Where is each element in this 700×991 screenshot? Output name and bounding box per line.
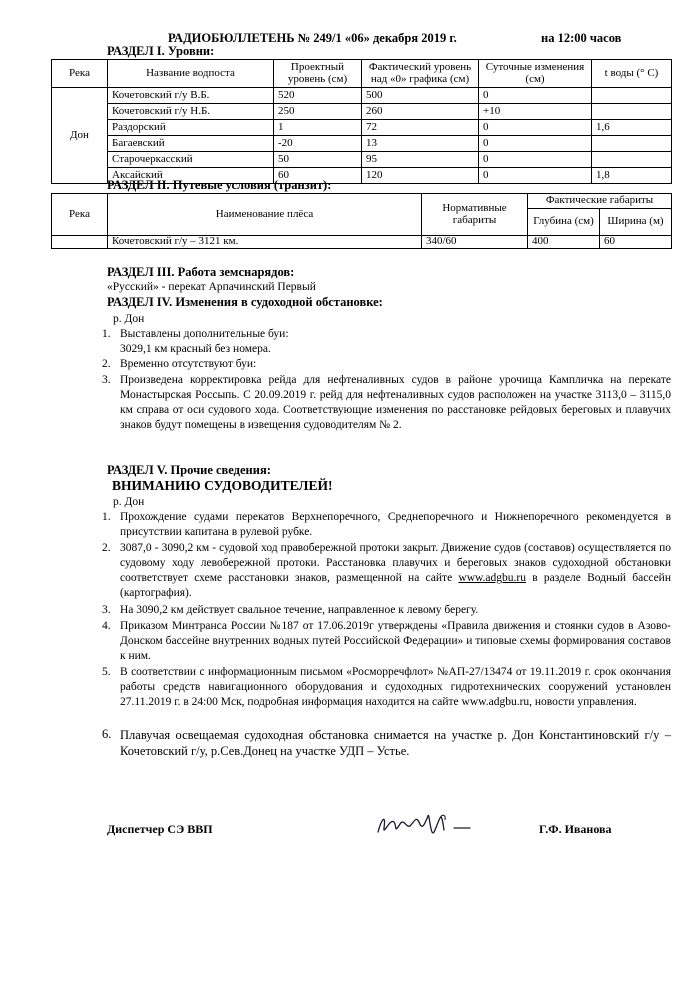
adgbu-link[interactable]: www.adgbu.ru <box>458 572 526 584</box>
table-row <box>52 120 672 136</box>
col-river: Река <box>52 60 108 88</box>
col-station: Название водпоста <box>108 60 274 88</box>
col-depth: Глубина (см) <box>528 209 600 236</box>
project-level: -20 <box>274 136 362 152</box>
river-don-label: р. Дон <box>113 313 145 325</box>
list-item-number: 3. <box>102 604 111 616</box>
project-level: 1 <box>274 120 362 136</box>
section-2-title: РАЗДЕЛ II. Путевые условия (транзит): <box>107 178 332 192</box>
actual-level: 95 <box>362 152 479 168</box>
list-item: В соответствии с информационным письмом «Росморречфлот» №АП-27/13474 от 19.11.2019 г. срок окончания работы средств навигационного оборудования и судоходных гидротехнических сооружений установлен 27.11.2019 г. в 24:00 Мск, подробная информация находится на сайте www.adgbu.ru, новости управления. <box>120 666 671 708</box>
water-temp <box>592 152 672 168</box>
list-item-number: 3. <box>102 374 111 386</box>
col-actual-dims: Фактические габариты <box>528 194 672 209</box>
table-row <box>52 88 672 104</box>
transit-header-row <box>52 194 672 209</box>
table-row <box>52 236 672 249</box>
item2-text-end: в разделе Водный бассейн (картография). <box>120 572 671 599</box>
table-row <box>52 136 672 152</box>
list-item: Временно отсутствуют буи: <box>120 358 257 370</box>
col-water-temp: t воды (° С) <box>592 60 672 88</box>
signature-icon <box>372 808 482 844</box>
table-row <box>52 152 672 168</box>
list-item-number: 4. <box>102 620 111 632</box>
actual-level: 72 <box>362 120 479 136</box>
col-normative: Нормативные габариты <box>422 194 528 236</box>
station-name: Раздорский <box>108 120 274 136</box>
project-level: 520 <box>274 88 362 104</box>
list-item: Приказом Минтранса России №187 от 17.06.2019г утверждены «Правила движения и стоянки судов в Азово-Донском бассейне внутренних водных путей Российской Федерации» и типовые схемы формирования составов к ним. <box>120 620 671 662</box>
station-name: Кочетовский г/у В.Б. <box>108 88 274 104</box>
actual-level: 13 <box>362 136 479 152</box>
section-5-title: РАЗДЕЛ V. Прочие сведения: <box>107 463 271 477</box>
daily-change: +10 <box>479 104 592 120</box>
col-project-level: Проектный уровень (см) <box>274 60 362 88</box>
col-daily-change: Суточные изменения (см) <box>479 60 592 88</box>
table-row <box>52 104 672 120</box>
dispatcher-position: Диспетчер СЭ ВВП <box>107 822 213 836</box>
attention-heading: ВНИМАНИЮ СУДОВОДИТЕЛЕЙ! <box>112 478 333 493</box>
river-name: Дон <box>52 88 108 184</box>
project-level: 60 <box>274 168 362 184</box>
actual-level: 260 <box>362 104 479 120</box>
water-temp <box>592 88 672 104</box>
project-level: 250 <box>274 104 362 120</box>
river-cell <box>52 236 108 249</box>
list-item-number: 2. <box>102 542 111 554</box>
station-name: Кочетовский г/у Н.Б. <box>108 104 274 120</box>
dispatcher-name: Г.Ф. Иванова <box>539 822 612 836</box>
list-item: Произведена корректировка рейда для нефтеналивных судов в районе урочища Кампличка на перекате Монастырская Россыпь. С 20.09.2019 г. рейд для нефтеналивных судов расположен на участке 3113,0 – 3115,0 км справа от оси судового хода. Соответствующие изменения по расстановке рейдовых береговых и плавучих знаков будут помещены в извещения судоводителям № 2. <box>120 374 671 431</box>
list-item-number: 6. <box>102 727 112 741</box>
col-width: Ширина (м) <box>600 209 672 236</box>
list-item-sub: 3029,1 км красный без номера. <box>120 343 271 355</box>
item2-text: 3087,0 - 3090,2 км - судовой ход правобережной протоки закрыт. Движение судов (составов) осуществляется по судовому ходу левобережной протоки. Расстановка плавучих и береговых знаков судоходной обстановки соответствует схеме расстановки знаков, размещенной на сайте <box>120 542 671 584</box>
station-name: Старочеркасский <box>108 152 274 168</box>
col-actual-level: Фактический уровень над «0» графика (см) <box>362 60 479 88</box>
station-name: Багаевский <box>108 136 274 152</box>
river-don-label: р. Дон <box>113 496 145 508</box>
bulletin-title: РАДИОБЮЛЛЕТЕНЬ № 249/1 «06» декабря 2019 г. <box>168 31 457 45</box>
list-item-number: 1. <box>102 511 111 523</box>
list-item: Прохождение судами перекатов Верхнепоречного, Среднепоречного и Нижнепоречного рекомендуется в присутствии капитана в рулевой рубке. <box>120 511 671 538</box>
reach-name: Кочетовский г/у – 3121 км. <box>108 236 422 249</box>
normative-dims: 340/60 <box>422 236 528 249</box>
water-temp <box>592 136 672 152</box>
section-4-title: РАЗДЕЛ IV. Изменения в судоходной обстановке: <box>107 295 383 309</box>
col-river: Река <box>52 194 108 236</box>
section-3-title: РАЗДЕЛ III. Работа земснарядов: <box>107 265 295 279</box>
width-value: 60 <box>600 236 672 249</box>
transit-table <box>51 193 672 249</box>
list-item <box>120 541 671 601</box>
depth-value: 400 <box>528 236 600 249</box>
list-item-number: 2. <box>102 358 111 370</box>
project-level: 50 <box>274 152 362 168</box>
levels-header-row <box>52 60 672 88</box>
col-reach-name: Наименование плёса <box>108 194 422 236</box>
list-item-number: 1. <box>102 328 111 340</box>
bulletin-time: на 12:00 часов <box>541 31 622 45</box>
water-temp: 1,6 <box>592 120 672 136</box>
daily-change: 0 <box>479 152 592 168</box>
daily-change: 0 <box>479 168 592 184</box>
section-1-title: РАЗДЕЛ I. Уровни: <box>107 44 215 58</box>
actual-level: 500 <box>362 88 479 104</box>
daily-change: 0 <box>479 136 592 152</box>
actual-level: 120 <box>362 168 479 184</box>
station-name: Аксайский <box>108 168 274 184</box>
daily-change: 0 <box>479 120 592 136</box>
list-item-number: 5. <box>102 666 111 678</box>
dredger-text: «Русский» - перекат Арпачинский Первый <box>107 281 316 293</box>
list-item: На 3090,2 км действует свальное течение, направленное к левому берегу. <box>120 604 479 616</box>
daily-change: 0 <box>479 88 592 104</box>
levels-table <box>51 59 672 184</box>
list-item: Выставлены дополнительные буи: <box>120 328 289 340</box>
list-item: Плавучая освещаемая судоходная обстановка снимается на участке р. Дон Константиновский г/у – Кочетовский г/у, р.Сев.Донец на участке УДП – Устье. <box>120 728 671 758</box>
water-temp: 1,8 <box>592 168 672 184</box>
water-temp <box>592 104 672 120</box>
